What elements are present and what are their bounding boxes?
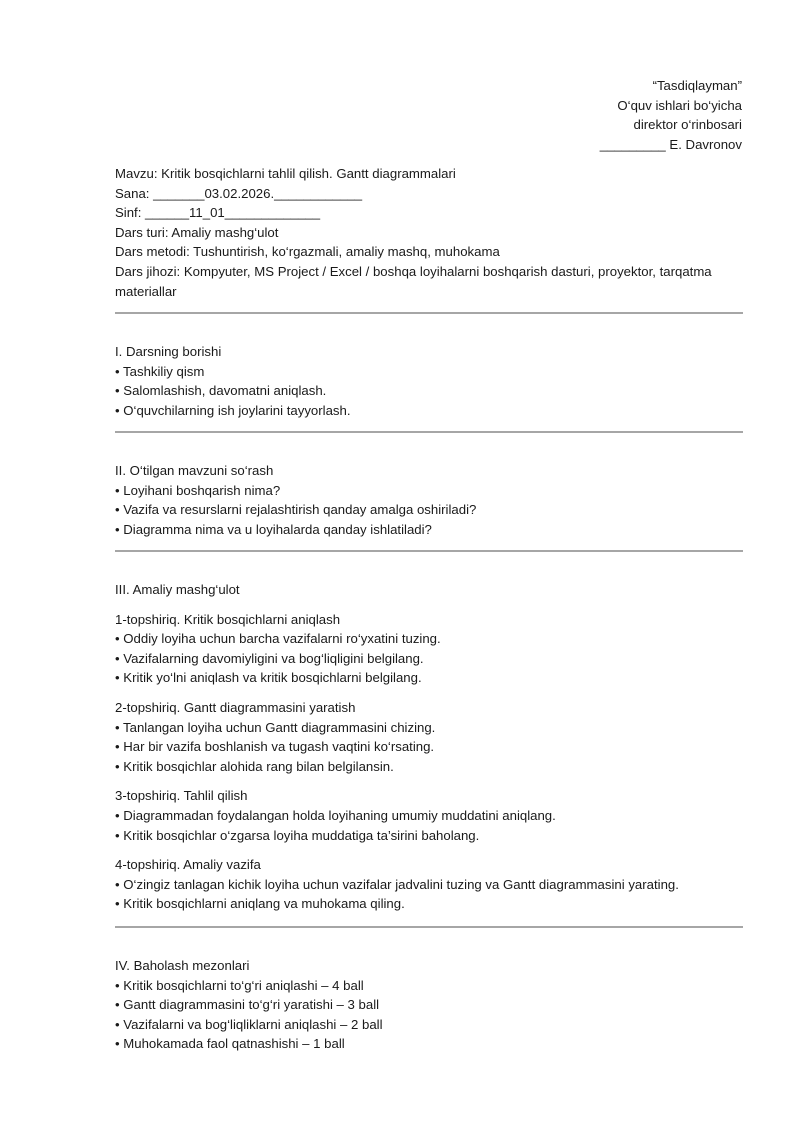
section-heading: III. Amaliy mashg‘ulot <box>115 582 240 597</box>
task-4 <box>115 855 743 914</box>
list-item: • Salomlashish, davomatni aniqlash. <box>115 381 743 401</box>
section-review <box>115 461 743 539</box>
list-item: • Vazifa va resurslarni rejalashtirish qanday amalga oshiriladi? <box>115 500 743 520</box>
lesson-header <box>115 164 743 301</box>
list-item: • Loyihani boshqarish nima? <box>115 481 743 501</box>
list-item: • Kritik yo‘lni aniqlash va kritik bosqichlarni belgilang. <box>115 668 743 688</box>
task-title: 2-topshiriq. Gantt diagrammasini yaratish <box>115 699 356 715</box>
list-item: • Vazifalarning davomiyligini va bog‘liqligini belgilang. <box>115 649 743 669</box>
list-item: • Kritik bosqichlarni aniqlang va muhokama qiling. <box>115 894 743 914</box>
class: Sinf: ______11_01_____________ <box>115 205 321 221</box>
list-item: • Gantt diagrammasini to‘g‘ri yaratishi – 3 ball <box>115 995 743 1015</box>
divider <box>115 926 743 928</box>
list-item: • Kritik bosqichlar o‘zgarsa loyiha muddatiga ta’sirini baholang. <box>115 826 743 846</box>
task-title: 4-topshiriq. Amaliy vazifa <box>115 857 261 873</box>
list-item: • O‘zingiz tanlagan kichik loyiha uchun vazifalar jadvalini tuzing va Gantt diagrammasini yarating. <box>115 875 743 895</box>
list-item: • Har bir vazifa boshlanish va tugash vaqtini ko‘rsating. <box>115 737 743 757</box>
approval-title: “Tasdiqlayman” <box>652 78 742 93</box>
task-2 <box>115 698 743 776</box>
list-item: • Muhokamada faol qatnashishi – 1 ball <box>115 1034 743 1054</box>
task-3 <box>115 786 743 845</box>
divider <box>115 312 743 314</box>
list-item: • Tanlangan loyiha uchun Gantt diagrammasini chizing. <box>115 718 743 738</box>
section-grading <box>115 956 743 1054</box>
list-item: • Vazifalarni va bog‘liqliklarni aniqlashi – 2 ball <box>115 1015 743 1035</box>
lesson-equipment: Dars jihozi: Kompyuter, MS Project / Excel / boshqa loyihalarni boshqarish dasturi, proyektor, tarqatma materiallar <box>115 263 716 299</box>
section-heading: IV. Baholash mezonlari <box>115 958 250 973</box>
list-item: • Kritik bosqichlar alohida rang bilan belgilansin. <box>115 757 743 777</box>
list-item: • Oddiy loyiha uchun barcha vazifalarni ro‘yxatini tuzing. <box>115 629 743 649</box>
lesson-type: Dars turi: Amaliy mashg‘ulot <box>115 224 279 240</box>
topic: Mavzu: Kritik bosqichlarni tahlil qilish. Gantt diagrammalari <box>115 166 456 181</box>
task-title: 3-topshiriq. Tahlil qilish <box>115 788 248 804</box>
lesson-method: Dars metodi: Tushuntirish, ko‘rgazmali, amaliy mashq, muhokama <box>115 244 500 260</box>
section-practice <box>115 580 743 914</box>
list-item: • Tashkiliy qism <box>115 362 743 382</box>
approval-line-1: O‘quv ishlari bo‘yicha <box>617 97 742 113</box>
task-1 <box>115 610 743 688</box>
approval-block <box>600 76 742 154</box>
list-item: • Kritik bosqichlarni to‘g‘ri aniqlashi – 4 ball <box>115 976 743 996</box>
divider <box>115 431 743 433</box>
section-heading: II. O‘tilgan mavzuni so‘rash <box>115 463 274 478</box>
list-item: • O‘quvchilarning ish joylarini tayyorlash. <box>115 401 743 421</box>
approval-line-2: direktor o‘rinbosari <box>633 117 742 133</box>
section-heading: I. Darsning borishi <box>115 344 222 359</box>
date: Sana: _______03.02.2026.____________ <box>115 185 363 201</box>
approval-signature: _________ E. Davronov <box>599 136 742 152</box>
section-lesson-flow <box>115 342 743 420</box>
task-title: 1-topshiriq. Kritik bosqichlarni aniqlash <box>115 611 341 627</box>
divider <box>115 550 743 552</box>
list-item: • Diagrammadan foydalangan holda loyihaning umumiy muddatini aniqlang. <box>115 806 743 826</box>
list-item: • Diagramma nima va u loyihalarda qanday ishlatiladi? <box>115 520 743 540</box>
